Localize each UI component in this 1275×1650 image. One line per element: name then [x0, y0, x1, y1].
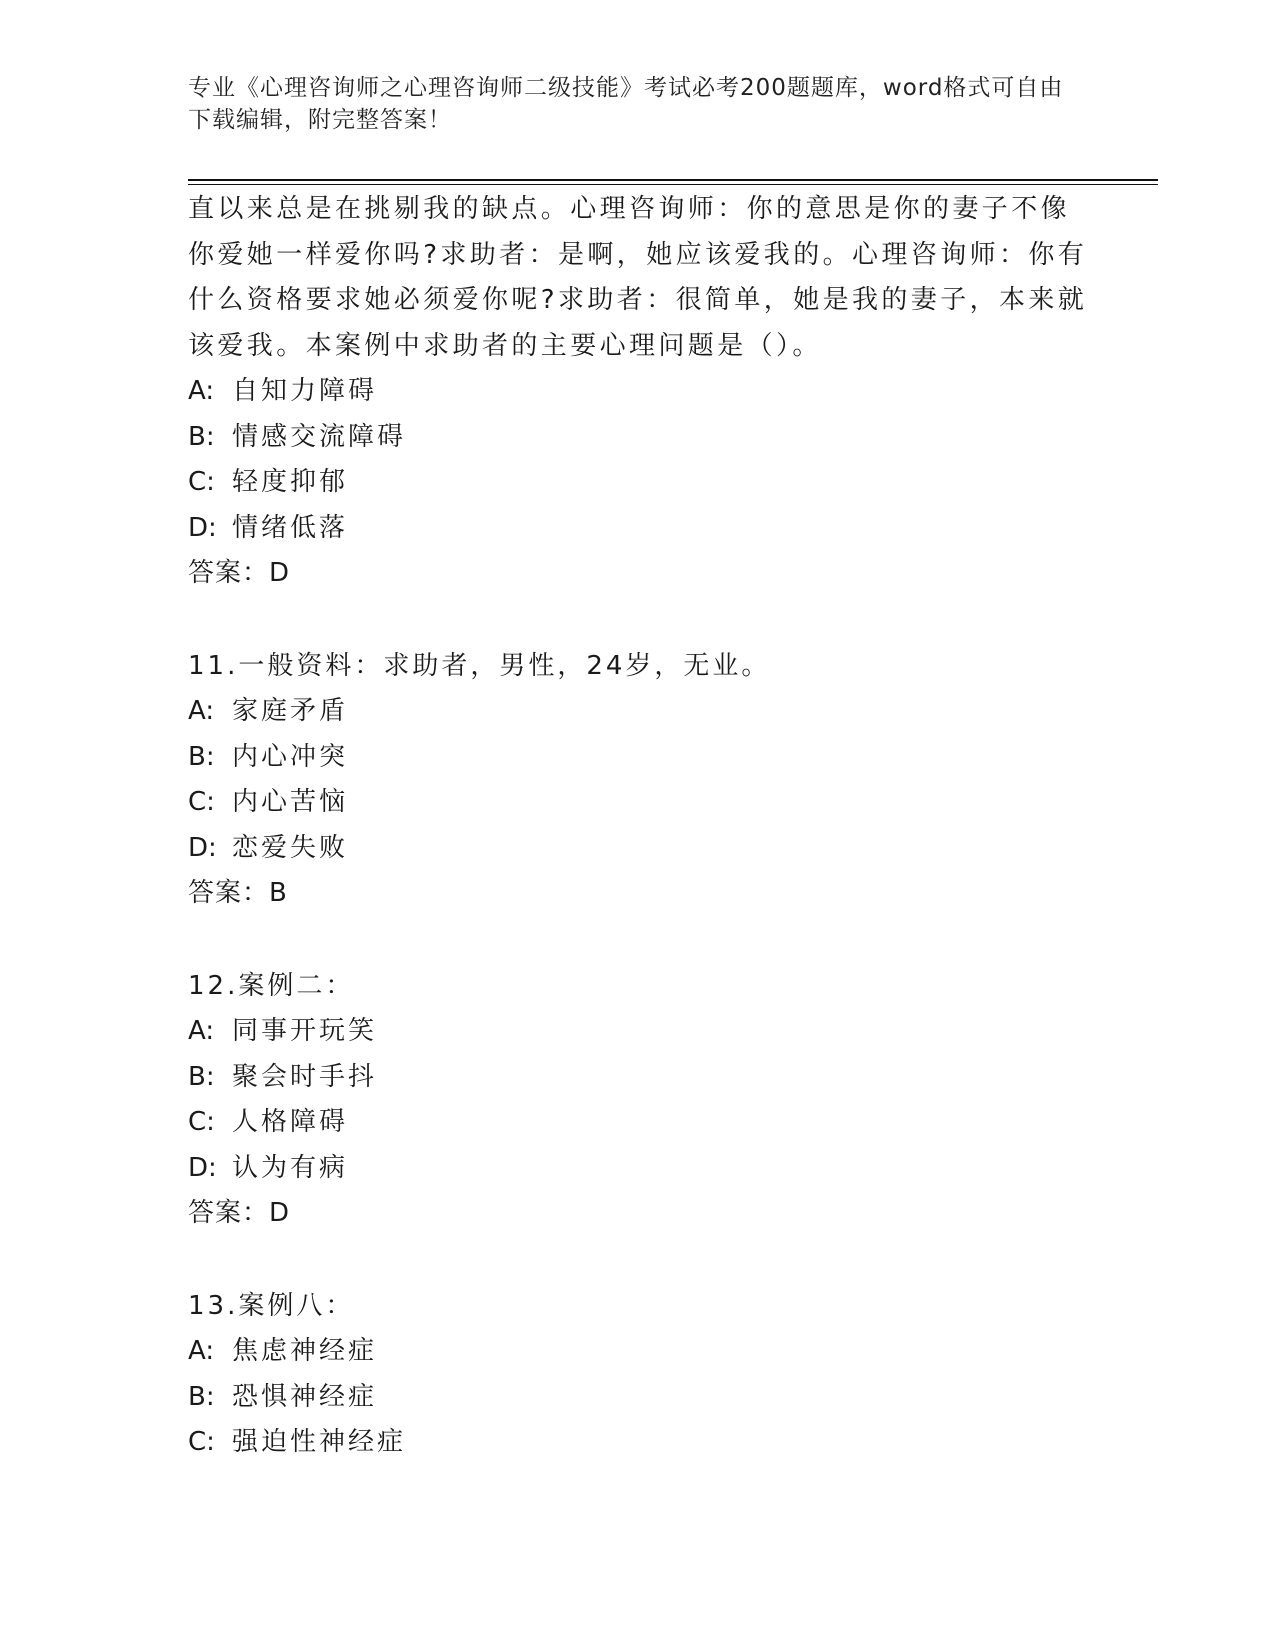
option-c	[188, 1100, 1088, 1146]
option-letter: C:	[188, 1107, 215, 1137]
spacer	[188, 917, 1088, 964]
option-a	[188, 369, 1088, 415]
option-text: 情绪低落	[232, 512, 349, 543]
question-10-stem: 直以来总是在挑剔我的缺点。心理咨询师：你的意思是你的妻子不像你爱她一样爱你吗?求助者：是啊，她应该爱我的。心理咨询师：你有什么资格要求她必须爱你呢?求助者：很简单，她是我的妻子，本来就该爱我。本案例中求助者的主要心理问题是（）。	[188, 194, 1088, 361]
option-b	[188, 735, 1088, 781]
header-rule-thick	[188, 179, 1158, 181]
option-text: 强迫性神经症	[232, 1427, 407, 1457]
option-letter: C:	[188, 787, 215, 817]
question-12-stem: 12.案例二：	[188, 970, 355, 1001]
option-letter: D:	[188, 512, 217, 543]
option-text: 自知力障碍	[232, 376, 378, 406]
option-letter: D:	[188, 832, 217, 863]
option-letter: A:	[188, 1016, 215, 1046]
option-letter: A:	[188, 1336, 215, 1366]
spacer	[188, 1237, 1088, 1284]
question-11-stem: 11.一般资料：求助者，男性，24岁，无业。	[188, 650, 771, 681]
option-text: 恐惧神经症	[232, 1381, 378, 1412]
option-text: 同事开玩笑	[232, 1016, 378, 1046]
option-d	[188, 506, 1088, 552]
option-b	[188, 415, 1088, 461]
option-d	[188, 826, 1088, 872]
question-11	[188, 644, 1088, 917]
option-b	[188, 1375, 1088, 1421]
option-text: 聚会时手抖	[232, 1061, 378, 1092]
answer-line: 答案：B	[188, 878, 288, 908]
question-content	[188, 187, 1088, 1466]
option-text: 内心冲突	[232, 741, 349, 772]
option-text: 人格障碍	[232, 1107, 349, 1137]
question-13-stem: 13.案例八：	[188, 1290, 355, 1321]
option-letter: B:	[188, 741, 215, 772]
option-letter: B:	[188, 421, 215, 452]
option-d	[188, 1146, 1088, 1192]
option-a	[188, 1009, 1088, 1055]
page-header: 专业《心理咨询师之心理咨询师二级技能》考试必考200题题库，word格式可自由下载编辑，附完整答案！	[188, 75, 1064, 133]
question-13	[188, 1284, 1088, 1466]
spacer	[188, 597, 1088, 644]
option-letter: B:	[188, 1061, 215, 1092]
option-c	[188, 780, 1088, 826]
header-rule-thin	[188, 184, 1158, 185]
option-c	[188, 460, 1088, 506]
option-letter: B:	[188, 1381, 215, 1412]
option-letter: D:	[188, 1152, 217, 1183]
option-text: 轻度抑郁	[232, 467, 349, 497]
option-letter: C:	[188, 467, 215, 497]
answer-line: 答案：D	[188, 1198, 291, 1228]
option-a	[188, 689, 1088, 735]
answer-line: 答案：D	[188, 558, 291, 588]
option-a	[188, 1329, 1088, 1375]
option-text: 情感交流障碍	[232, 421, 407, 452]
option-text: 内心苦恼	[232, 787, 349, 817]
option-text: 认为有病	[232, 1152, 349, 1183]
option-b	[188, 1055, 1088, 1101]
question-10	[188, 187, 1088, 597]
option-text: 焦虑神经症	[232, 1336, 378, 1366]
option-letter: A:	[188, 696, 215, 726]
question-12	[188, 964, 1088, 1237]
option-c	[188, 1420, 1088, 1466]
option-letter: C:	[188, 1427, 215, 1457]
option-text: 家庭矛盾	[232, 696, 349, 726]
option-letter: A:	[188, 376, 215, 406]
option-text: 恋爱失败	[232, 832, 349, 863]
